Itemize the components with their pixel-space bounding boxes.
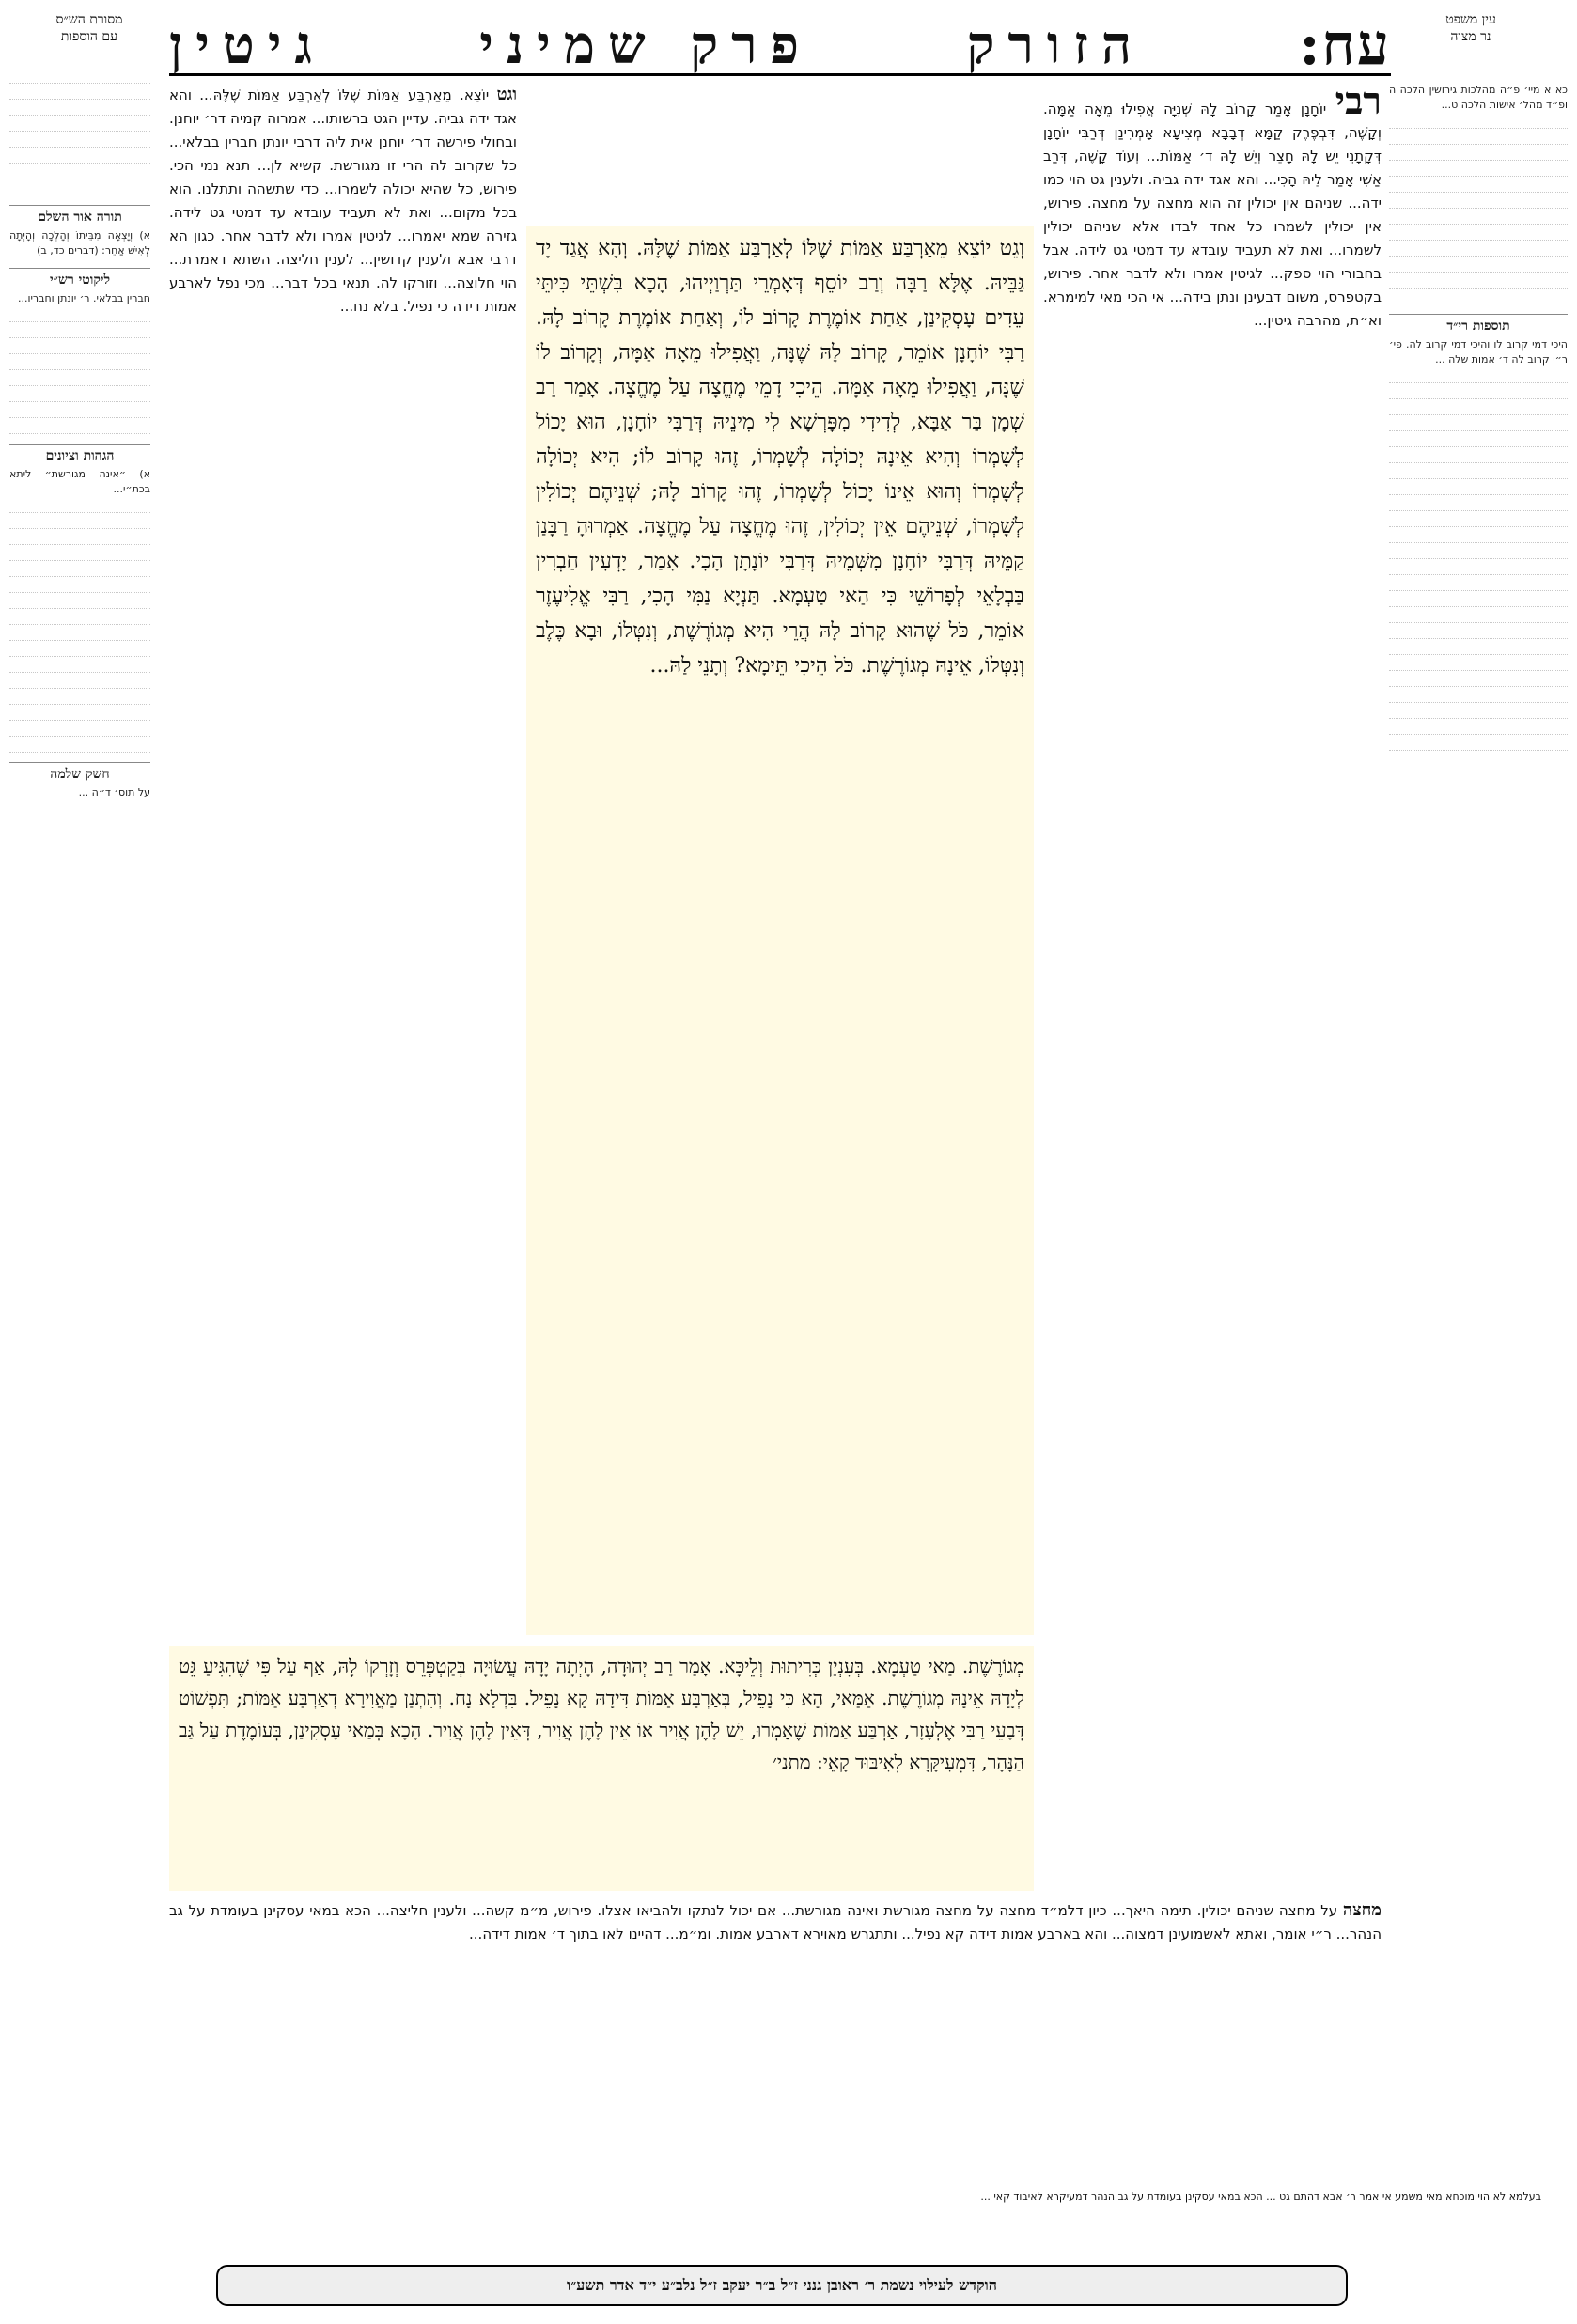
- hagahot-title: הגהות וציונים: [9, 444, 150, 463]
- cheshek-shlomo-text: על תוס׳ ד״ה ...: [78, 787, 150, 799]
- dedication-text: הוקדש לעילוי נשמת ר׳ ראובן גנני ז״ל ב״ר יעקב ז״ל נלב״ע י״ד אדר תשע״ו: [567, 2276, 997, 2294]
- tosafot-commentary: [169, 83, 517, 1638]
- likutei-rashi-text: חברין בבלאי. ר׳ יונתן וחבריו...: [17, 292, 150, 304]
- tosafot-opening-word: וגט: [496, 85, 517, 104]
- hagahot-text: א) ״אינה מגורשת״ ליתא בכת״י...: [9, 468, 150, 495]
- chapter-name: הזורק: [966, 14, 1146, 76]
- rashi-opening-word: רבי: [1335, 83, 1382, 123]
- tosafot-rid-text: היכי דמי קרוב לו והיכי דמי קרוב לה. פי׳ ר״י קרוב לה ד׳ אמות שלה ...: [1389, 338, 1568, 366]
- ein-mishpat-subtitle: נר מצוה: [1450, 29, 1491, 44]
- tosafot-bottom-commentary: [169, 1898, 1382, 2180]
- torah-or-text: א) וְיָצְאָה מִבֵּיתוֹ וְהָלְכָה וְהָיְתָה לְאִישׁ אַחֵר: (דברים כד, ב): [9, 229, 150, 257]
- ein-mishpat-text: כא א מיי׳ פ״ה מהלכות גירושין הלכה ה ופ״ד מהל׳ אישות הלכה ט...: [1389, 84, 1568, 111]
- gemara-continuation-text: מְגוֹרֶשֶׁת. מַאי טַעְמָא. בְּעִנְיַן כְּרִיתוּת וְלֵיכָּא. אָמַר רַב יְהוּדָה, הָיְתָה יָדָהּ עֲשׂוּיָה בְּקַטְפְּרֵס וְזָרְקוֹ לָהּ, אַף עַל פִּי שֶׁהִגִּיעַ גֵּט לְיָדָהּ אֵינָהּ מְגוֹרֶשֶׁת. אַמַּאי, הָא כִּי נָפֵיל, בְּאַרְבַּע אַמּוֹת דִּידָהּ קָא נָפֵיל. בִּדְלָא נָח. וְהִתְנַן מַאֲוִירָא דְאַרְבַּע אַמּוֹת; תִּפְשׁוֹט דְּבָעֵי רַבִּי אֶלְעָזָר, אַרְבַּע אַמּוֹת שֶׁאָמְרוּ, יֵשׁ לָהֶן אֲוִיר אוֹ אֵין לָהֶן אֲוִיר, דְּאֵין לָהֶן אֲוִיר. הָכָא בְּמַאי עָסְקִינַן, בְּעוֹמֶדֶת עַל גַּב הַנָּהָר, דִּמְעִיקָּרָא לְאִיבּוּד קָאֵי: מתני׳: [179, 1655, 1025, 1773]
- masoret-subtitle: עם הוספות: [60, 29, 118, 44]
- tosafot-bottom-text: על מחצה שניהם יכולין. תימה היאך... כיון דלמ״ד מחצה על מחצה מגורשת ואינה מגורשת... אם יכול לנתקו ולהביאו אצלו. פירוש, מ״מ קשה... ולענין חליצה... הכא במאי עסקינן בעומדת על גב הנהר... ר״י אומר, ואתא לאשמועינן דמצוה... והא בארבע אמות דידה קא נפיל... ותתגרש מאוירא דארבע אמות. ומ״מ... דהיינו לאו בתוך ד׳ אמות דידה...: [169, 1902, 1382, 1942]
- cheshek-shlomo-title: חשק שלמה: [9, 762, 150, 782]
- tosafot-text: יוֹצֵא. מֵאַרְבַּע אַמּוֹת שֶׁלּוֹ לְאַרְבַּע אַמּוֹת שֶׁלָּהּ... והא אגד ידה גביה. עדיין הגט ברשותו... אמרוה קמיה דר׳ יוחנן. ובחולי פירשה דר׳ יוחנן אית ליה דרבי יונתן חברין בבלאי... כל שקרוב לה הרי זו מגורשת. קשיא לן... תנא נמי הכי. פירוש, כל שהיא יכולה לשמרו... כדי שתשהה ותתלנו. הוא בכל מקום... ואת לא תעביד עובדא עד דמטי גט לידה. גזירה שמא יאמרו... לגיטין אמרו ולא לדבר אחר. כגון הא דרבי אבא ולענין קדושין... לענין חליצה. השתא דאמרת... הוי חלוצה... וזורקו לה. תנאי בכל דבר... מכי נפל לארבע אמות דידה כי נפיל. בלא נח...: [169, 86, 517, 315]
- bottom-footnote: [38, 2190, 1541, 2237]
- dedication-banner: [216, 2265, 1348, 2306]
- perek-label: פרק שמיני: [479, 14, 813, 76]
- masoret-hashas-column: [9, 68, 150, 2154]
- gemara-text: וְגֵט יוֹצֵא מֵאַרְבַּע אַמּוֹת שֶׁלּוֹ לְאַרְבַּע אַמּוֹת שֶׁלָּהּ. וְהָא אֲגַד יָד גַּבֵּיהּ. אֶלָּא רַבָּה וְרַב יוֹסֵף דְּאָמְרֵי תַּרְוַיְיהוּ, הָכָא בִּשְׁתֵּי כִּיתֵּי עֵדִים עָסְקִינַן, אַחַת אוֹמֶרֶת קָרוֹב לוֹ, וְאַחַת אוֹמֶרֶת קָרוֹב לָהּ. רַבִּי יוֹחָנָן אוֹמֵר, קָרוֹב לָהּ שֶׁנָּה, וַאֲפִילוּ מֵאָה אַמָּה, וְקָרוֹב לוֹ שֶׁנָּה, וַאֲפִילוּ מֵאָה אַמָּה. הֵיכִי דָמֵי מֶחֱצָה עַל מֶחֱצָה. אָמַר רַב שְׁמָן בַּר אַבָּא, לְדִידִי מִפָּרְשָׁא לִי מִינֵיהּ דְּרַבִּי יוֹחָנָן, הוּא יָכוֹל לְשָׁמְרוֹ וְהִיא אֵינָהּ יְכוֹלָה לְשָׁמְרוֹ, זֶהוּ קָרוֹב לוֹ; הִיא יְכוֹלָה לְשָׁמְרוֹ וְהוּא אֵינוֹ יָכוֹל לְשָׁמְרוֹ, זֶהוּ קָרוֹב לָהּ; שְׁנֵיהֶם יְכוֹלִין לְשָׁמְרוֹ, שְׁנֵיהֶם אֵין יְכוֹלִין, זֶהוּ מֶחֱצָה עַל מֶחֱצָה. אַמְרוּהָ רַבָּנַן קַמֵּיהּ דְּרַבִּי יוֹחָנָן מִשְּׁמֵיהּ דְּרַבִּי יוֹנָתָן הָכִי. אָמַר, יָדְעִין חַבְרִין בַּבְלָאֵי לְפָרוֹשֵׁי כִּי הַאי טַעְמָא. תַּנְיָא נַמִּי הָכִי, רַבִּי אֱלִיעֶזֶר אוֹמֵר, כֹּל שֶׁהוּא קָרוֹב לָהּ הֲרֵי הִיא מְגוֹרֶשֶׁת, וְנִטְּלוֹ, וּבָא כֶּלֶב וְנִטְּלוֹ, אֵינָהּ מְגוֹרֶשֶׁת. כֹּל הֵיכִי תֵּימָא? וְתָנֵי לַהּ...: [536, 237, 1024, 678]
- masoret-hashas-header: [19, 11, 160, 45]
- page-header: [169, 8, 1391, 76]
- tosafot-bottom-opening-word: מחצה: [1342, 1900, 1382, 1920]
- bottom-footnote-text: בעלמא לא הוי מוכחא מאי משמע אי אמר ר׳ אבא דהתם גט ... הכא במאי עסקינן בעומדת על גב הנהר דמעיקרא לאיבוד קאי ...: [980, 2191, 1541, 2203]
- tractate-name: גיטין: [169, 14, 325, 76]
- rashi-commentary: [1043, 83, 1382, 1727]
- ein-mishpat-header: [1391, 11, 1551, 45]
- likutei-rashi-title: ליקוטי רש״י: [9, 268, 150, 288]
- ein-mishpat-column: [1389, 83, 1568, 2141]
- gemara-text-block: [526, 226, 1034, 1635]
- ein-mishpat-title: עין משפט: [1445, 12, 1496, 27]
- torah-or-title: תורה אור השלם: [9, 205, 150, 225]
- masoret-title: מסורת הש״ס: [55, 12, 123, 27]
- daf-number: עח:: [1299, 12, 1391, 78]
- rashi-text: יוֹחָנָן אָמַר קָרוֹב לָהּ שְׁנִיָּה אֲפִילוּ מֵאָה אַמָּה. וְקָשֶׁה, דִּבְפֶרֶק קַמָּא דְבָבָא מְצִיעָא אָמְרִינַן דְּרַבִּי יוֹחָנָן דְּקָתָנֵי יֵשׁ לָהּ חָצֵר וְיֵשׁ לָהּ ד׳ אַמּוֹת... וְעוֹד קָשֶׁה, דְּרַב אַשִׁי אָמַר לֵיהּ הָכִי... והא אגד ידה גביה. ולענין גט הוי כמו ידה... שניהם אין יכולין זה הוא מחצה על מחצה. פירוש, אין יכולין לשמרו כל אחד לבדו אלא שניהם יכולין לשמרו... ואת לא תעביד עובדא עד דמטי גט לידה. אבל בחבורי הוי ספק... לגיטין אמרו ולא לדבר אחר. פירוש, בקטפרס, משום דבעינן ונתן בידה... אי הכי מאי למימרא. וא״ת, מהרבה גיטין...: [1043, 101, 1382, 329]
- gemara-continuation-block: [169, 1646, 1034, 1891]
- tosafot-rid-title: תוספות רי״ד: [1389, 314, 1568, 334]
